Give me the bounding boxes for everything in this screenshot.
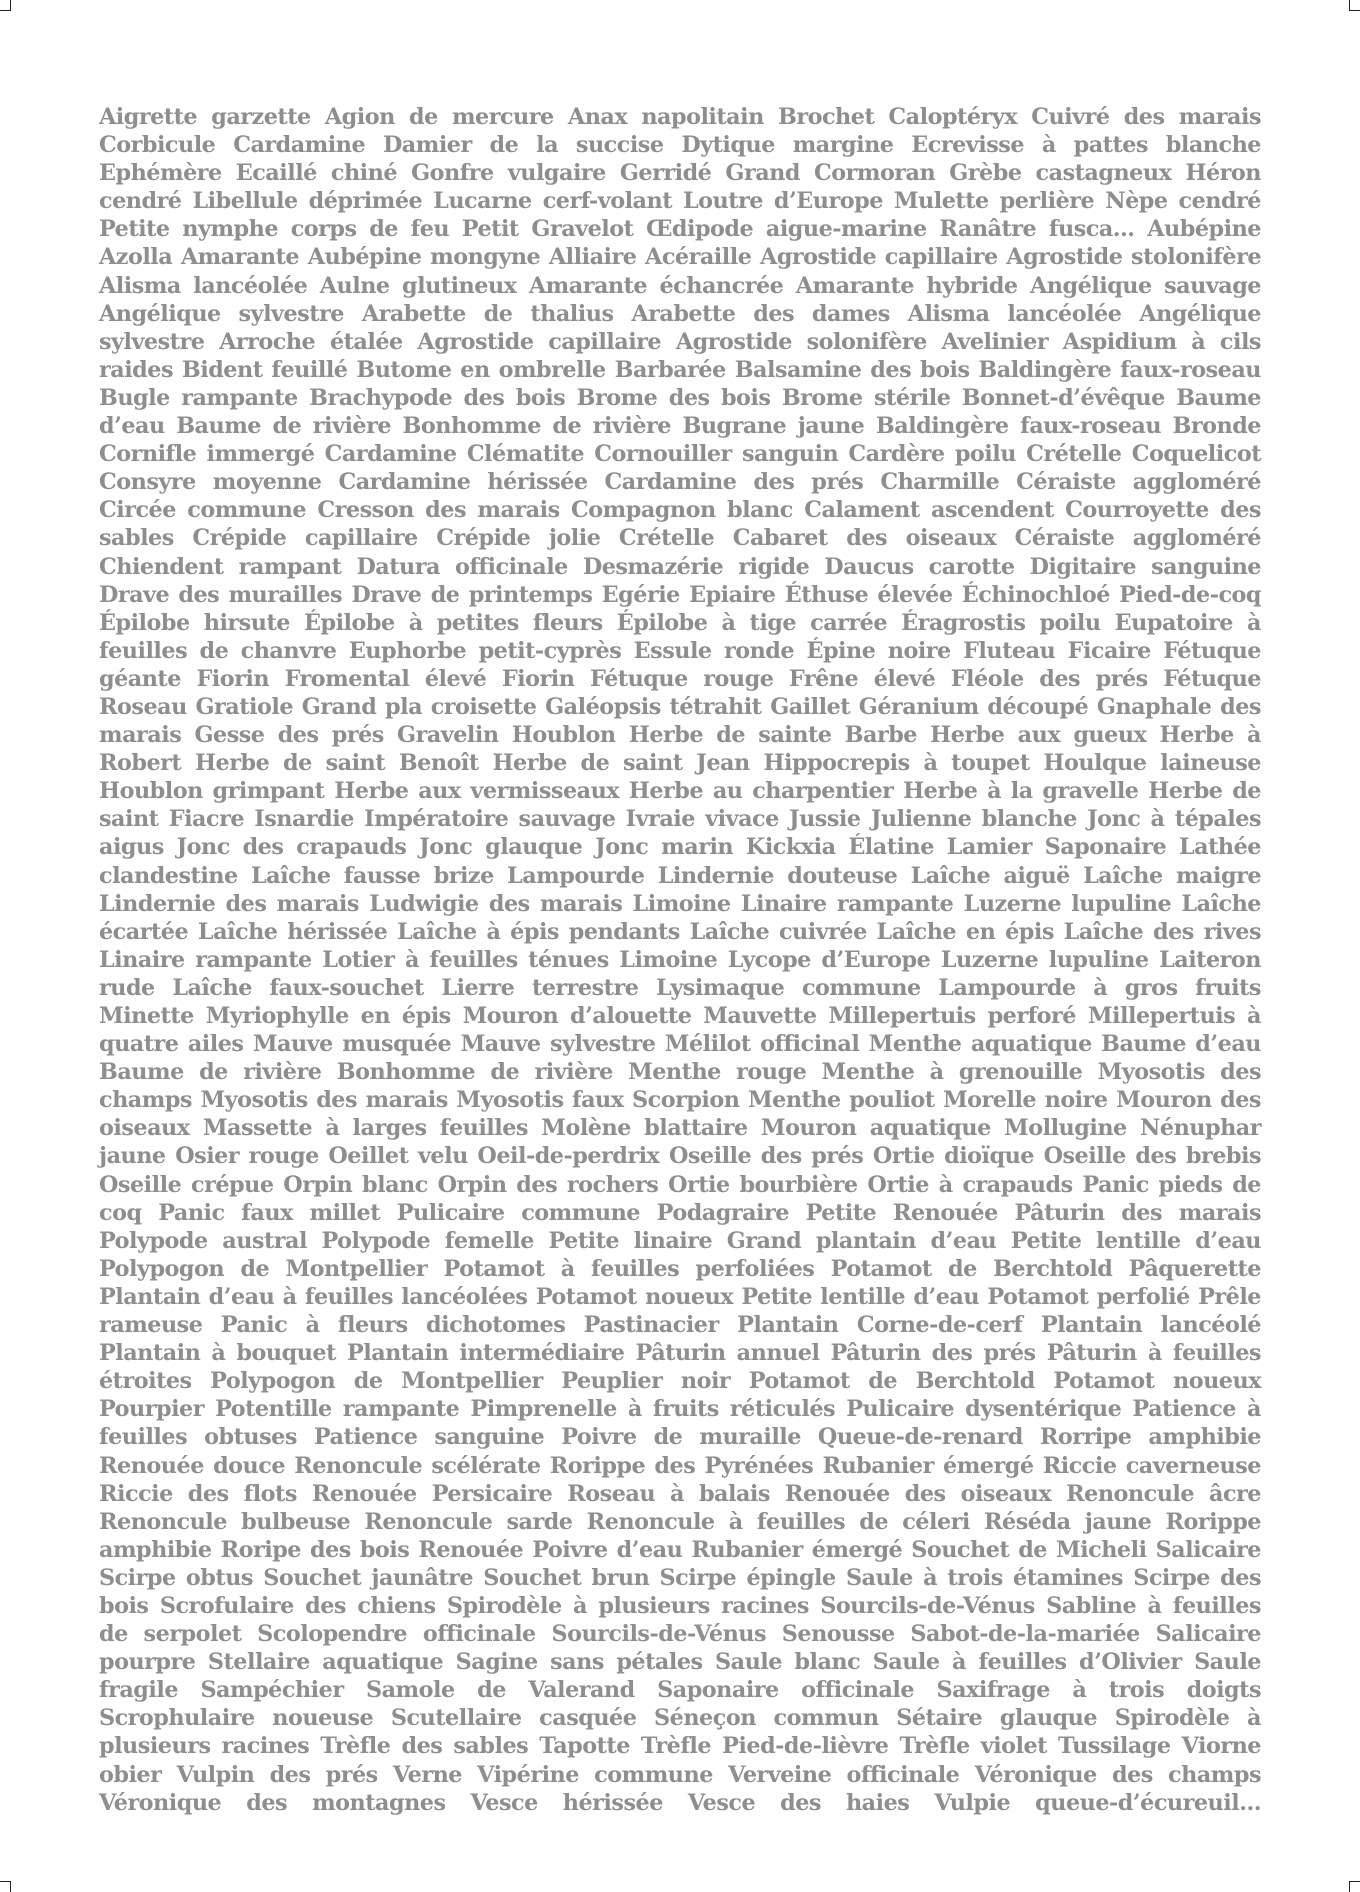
species-list-paragraph: Aigrette garzette Agion de mercure Anax napolitain Brochet Caloptéryx Cuivré des marais Corbicule Cardamine Damier de la succise Dytique margine Ecrevisse à pattes blanche Ephémère Ecaillé chiné Gonfre vulgaire Gerridé Grand Cormoran Grèbe castagneux Héron cendré Libellule déprimée Lucarne cerf-volant Loutre d’Europe Mulette perlière Nèpe cendré Petite nymphe corps de feu Petit Gravelot Œdipode aigue-marine Ranâtre fusca... Aubépine Azolla Amarante Aubépine mongyne Alliaire Acéraille Agrostide capillaire Agrostide stolonifère Alisma lancéolée Aulne glutineux Amarante échancrée Amarante hybride Angélique sauvage Angélique sylvestre Arabette de thalius Arabette des dames Alisma lancéolée Angélique sylvestre Arroche étalée Agrostide capillaire Agrostide solonifère Avelinier Aspidium à cils raides Bident feuillé Butome en ombrelle Barbarée Balsamine des bois Baldingère faux-roseau Bugle rampante Brachypode des bois Brome des bois Brome stérile Bonnet-d’évêque Baume d’eau Baume de rivière Bonhomme de rivière Bugrane jaune Baldingère faux-roseau Bronde Cornifle immergé Cardamine Clématite Cornouiller sanguin Cardère poilu Crételle Coquelicot Consyre moyenne Cardamine hérissée Cardamine des prés Charmille Céraiste aggloméré Circée commune Cresson des marais Compagnon blanc Calament ascendent Courroyette des sables Crépide capillaire Crépide jolie Crételle Cabaret des oiseaux Céraiste aggloméré Chiendent rampant Datura officinale Desmazérie rigide Daucus carotte Digitaire sanguine Drave des murailles Drave de printemps Egérie Epiaire Éthuse élevée Échinochloé Pied-de-coq Épilobe hirsute Épilobe à petites fleurs Épilobe à tige carrée Éragrostis poilu Eupatoire à feuilles de chanvre Euphorbe petit-cyprès Essule ronde Épine noire Fluteau Ficaire Fétuque géante Fiorin Fromental élevé Fiorin Fétuque rouge Frêne élevé Fléole des prés Fétuque Roseau Gratiole Grand pla croisette Galéopsis tétrahit Gaillet Géranium découpé Gnaphale des marais Gesse des prés Gravelin Houblon Herbe de sainte Barbe Herbe aux gueux Herbe à Robert Herbe de saint Benoît Herbe de saint Jean Hippocrepis à toupet Houlque laineuse Houblon grimpant Herbe aux vermisseaux Herbe au charpentier Herbe à la gravelle Herbe de saint Fiacre Isnardie Impératoire sauvage Ivraie vivace Jussie Julienne blanche Jonc à tépales aigus Jonc des crapauds Jonc glauque Jonc marin Kickxia Élatine Lamier Saponaire Lathée clandestine Laîche fausse brize Lampourde Lindernie douteuse Laîche aiguë Laîche maigre Lindernie des marais Ludwigie des marais Limoine Linaire rampante Luzerne lupuline Laîche écartée Laîche hérissée Laîche à épis pendants Laîche cuivrée Laîche en épis Laîche des rives Linaire rampante Lotier à feuilles ténues Limoine Lycope d’Europe Luzerne lupuline Laiteron rude Laîche faux-souchet Lierre terrestre Lysimaque commune Lampourde à gros fruits Minette Myriophylle en épis Mouron d’alouette Mauvette Millepertuis perforé Millepertuis à quatre ailes Mauve musquée Mauve sylvestre Mélilot officinal Menthe aquatique Baume d’eau Baume de rivière Bonhomme de rivière Menthe rouge Menthe à grenouille Myosotis des champs Myosotis des marais Myosotis faux Scorpion Menthe pouliot Morelle noire Mouron des oiseaux Massette à larges feuilles Molène blattaire Mouron aquatique Mollugine Nénuphar jaune Osier rouge Oeillet velu Oeil-de-perdrix Oseille des prés Ortie dioïque Oseille des brebis Oseille crépue Orpin blanc Orpin des rochers Ortie bourbière Ortie à crapauds Panic pieds de coq Panic faux millet Pulicaire commune Podagraire Petite Renouée Pâturin des marais Polypode austral Polypode femelle Petite linaire Grand plantain d’eau Petite lentille d’eau Polypogon de Montpellier Potamot à feuilles perfoliées Potamot de Berchtold Pâquerette Plantain d’eau à feuilles lancéolées Potamot noueux Petite lentille d’eau Potamot perfolié Prêle rameuse Panic à fleurs dichotomes Pastinacier Plantain Corne-de-cerf Plantain lancéolé Plantain à bouquet Plantain intermédiaire Pâturin annuel Pâturin des prés Pâturin à feuilles étroites Polypogon de Montpellier Peuplier noir Potamot de Berchtold Potamot noueux Pourpier Potentille rampante Pimprenelle à fruits réticulés Pulicaire dysentérique Patience à feuilles obtuses Patience sanguine Poivre de muraille Queue-de-renard Rorripe amphibie Renouée douce Renoncule scélérate Rorippe des Pyrénées Rubanier émergé Riccie caverneuse Riccie des flots Renouée Persicaire Roseau à balais Renouée des oiseaux Renoncule âcre Renoncule bulbeuse Renoncule sarde Renoncule à feuilles de céleri Réséda jaune Rorippe amphibie Roripe des bois Renouée Poivre d’eau Rubanier émergé Souchet de Micheli Salicaire Scirpe obtus Souchet jaunâtre Souchet brun Scirpe épingle Saule à trois étamines Scirpe des bois Scrofulaire des chiens Spirodèle à plusieurs racines Sourcils-de-Vénus Sabline à feuilles de serpolet Scolopendre officinale Sourcils-de-Vénus Senousse Sabot-de-la-mariée Salicaire pourpre Stellaire aquatique Sagine sans pétales Saule blanc Saule à feuilles d’Olivier Saule fragile Sampéchier Samole de Valerand Saponaire officinale Saxifrage à trois doigts Scrophulaire noueuse Scutellaire casquée Séneçon commun Sétaire glauque Spirodèle à plusieurs racines Trèfle des sables Tapotte Trèfle Pied-de-lièvre Trèfle violet Tussilage Viorne obier Vulpin des prés Verne Vipérine commune Verveine officinale Véronique des champs Véronique des montagnes Vesce hérissée Vesce des haies Vulpie queue-d’écureuil... bbox=[99, 104, 1261, 1816]
crop-mark-top-left bbox=[0, 0, 11, 11]
crop-mark-bottom-left bbox=[0, 1881, 11, 1892]
crop-mark-bottom-right bbox=[1349, 1881, 1360, 1892]
crop-mark-top-right bbox=[1349, 0, 1360, 11]
